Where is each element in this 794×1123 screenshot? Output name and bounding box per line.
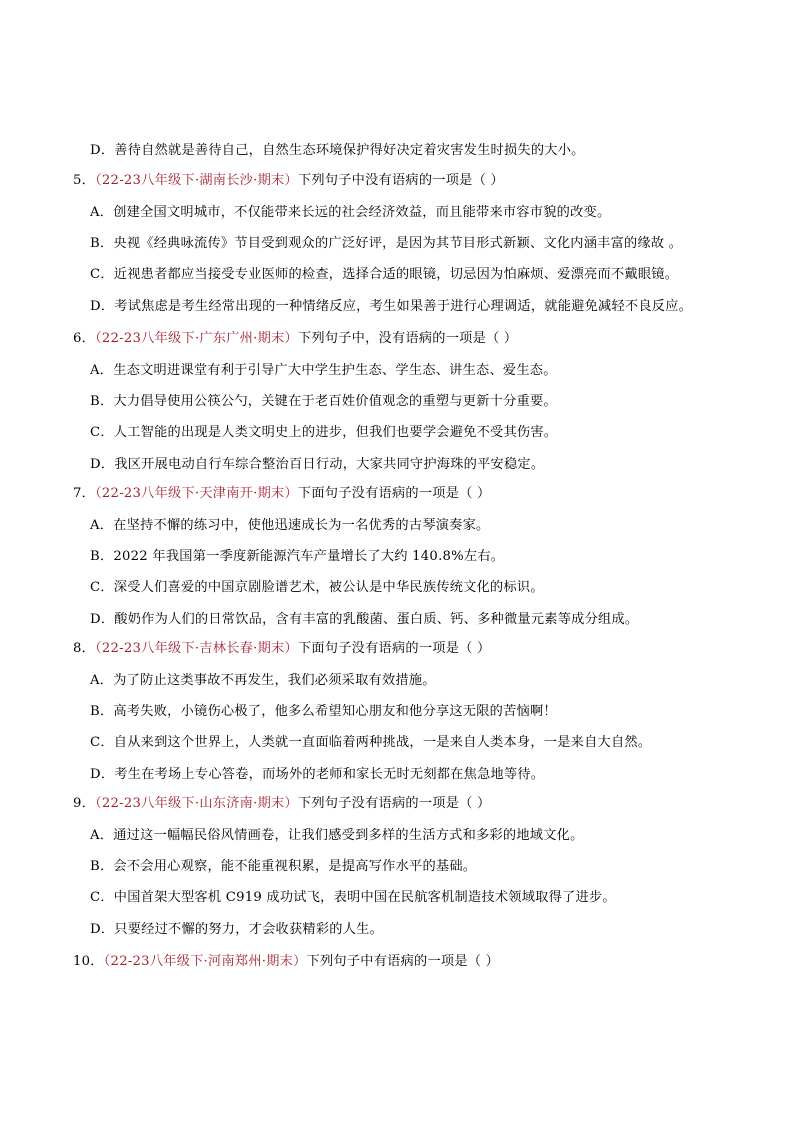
option-letter: B． [90,859,114,874]
question-number: 10． [73,954,104,969]
option-letter: D． [90,299,115,314]
option-text: 考生在考场上专心答卷，而场外的老师和家长无时无刻都在焦急地等待。 [114,767,545,782]
option-text: 深受人们喜爱的中国京剧脸谱艺术，被公认是中华民族传统文化的标识。 [113,580,544,595]
option-letter: B． [90,549,114,564]
question-text: 下列句子中有语病的一项是（ ） [306,954,500,969]
option-line [90,858,476,876]
option-letter: D． [90,457,115,472]
question-stem [73,485,490,503]
question-number: 6． [73,331,96,346]
option-letter: B． [90,236,114,251]
option-line [90,921,383,939]
option-text: 生态文明进课堂有利于引导广大中学生护生态、学生态、讲生态、爱生态。 [113,363,557,378]
question-source: （22-23八年级下·山东济南·期末） [95,796,298,811]
question-stem [73,330,517,348]
option-text: 考试焦虑是考生经常出现的一种情绪反应，考生如果善于进行心理调适，就能避免减轻不良反应。 [114,299,693,314]
option-letter: A． [90,205,114,220]
option-text: 酸奶作为人们的日常饮品，含有丰富的乳酸菌、蛋白质、钙、多种微量元素等成分组成。 [114,612,639,627]
question-text: 下面句子没有语病的一项是（ ） [297,641,491,656]
question-text: 下列句子中没有语病的一项是（ ） [297,173,504,188]
option-letter: A． [90,828,114,843]
option-letter: C． [90,425,114,440]
option-line: D．善待自然就是善待自己，自然生态环境保护得好决定着灾害发生时损失的大小。 [90,143,585,158]
option-line [90,548,504,566]
option-line [90,579,544,597]
option-line [90,235,682,253]
option-text: 高考失败，小镜伤心极了，他多么希望知心朋友和他分享这无限的苦恼啊！ [113,704,557,719]
question-number: 5． [73,173,96,188]
option-line [90,266,678,284]
option-letter: B． [90,394,114,409]
question-source: （22-23八年级下·湖南长沙·期末） [95,173,298,188]
option-text: 人工智能的出现是人类文明史上的进步，但我们也要学会避免不受其伤害。 [113,425,558,440]
question-text: 下列句子中，没有语病的一项是（ ） [297,331,518,346]
question-source: （22-23八年级下·广东广州·期末） [95,331,298,346]
question-source: （22-23八年级下·天津南开·期末） [95,486,298,501]
option-text: 在坚持不懈的练习中，使他迅速成长为一名优秀的古琴演奏家。 [113,518,490,533]
option-line [90,672,436,690]
option-text: 为了防止这类事故不再发生，我们必须采取有效措施。 [113,673,436,688]
question-number: 8． [73,641,96,656]
option-text: 中国首架大型客机 C919 成功试飞，表明中国在民航客机制造技术领域取得了进步。 [113,890,616,905]
option-letter: D． [90,922,115,937]
option-line [90,734,651,752]
option-line [90,298,692,316]
option-line [90,611,638,629]
option-letter: A． [90,673,114,688]
option-text: 创建全国文明城市，不仅能带来长远的社会经济效益，而且能带来市容市貌的改变。 [113,205,611,220]
option-text: 只要经过不懈的努力，才会收获精彩的人生。 [114,922,384,937]
option-letter: C． [90,580,114,595]
option-line [90,456,544,474]
question-stem [73,795,490,813]
option-letter: B． [90,704,114,719]
option-line [90,362,557,380]
option-letter: A． [90,518,114,533]
question-number: 9． [73,796,96,811]
question-stem [73,640,490,658]
option-line [90,424,557,442]
option-letter: D． [90,767,115,782]
option-letter: A． [90,363,114,378]
option-letter: C． [90,267,114,282]
option-text: 通过这一幅幅民俗风情画卷，让我们感受到多样的生活方式和多彩的地域文化。 [113,828,584,843]
option-text: 央视《经典咏流传》节目受到观众的广泛好评，是因为其节目形式新颖、文化内涵丰富的缘故 。 [113,236,683,251]
option-text: 我区开展电动自行车综合整治百日行动，大家共同守护海珠的平安稳定。 [114,457,545,472]
option-line [90,889,616,907]
question-source: （22-23八年级下·河南郑州·期末） [103,954,307,969]
option-line [90,766,544,784]
option-line [90,393,557,411]
question-text: 下面句子没有语病的一项是（ ） [297,486,491,501]
option-line [90,827,584,845]
option-line [90,703,557,721]
question-number: 7． [73,486,96,501]
question-text: 下列句子没有语病的一项是（ ） [297,796,491,811]
option-line [90,204,610,222]
option-letter: C． [90,735,114,750]
option-text: 会不会用心观察，能不能重视积累，是提高写作水平的基础。 [113,859,477,874]
option-letter: C． [90,890,114,905]
option-text: 近视患者都应当接受专业医师的检查，选择合适的眼镜，切忌因为怕麻烦、爱漂亮而不戴眼镜。 [113,267,679,282]
question-stem [73,172,504,190]
option-letter: D． [90,612,115,627]
option-text: 大力倡导使用公筷公勺，关键在于老百姓价值观念的重塑与更新十分重要。 [113,394,557,409]
option-text: 自从来到这个世界上，人类就一直面临着两种挑战，一是来自人类本身，一是来自大自然。 [113,735,652,750]
question-stem [73,953,499,971]
question-source: （22-23八年级下·吉林长春·期末） [95,641,298,656]
option-text: 2022 年我国第一季度新能源汽车产量增长了大约 140.8%左右。 [113,549,505,564]
option-line [90,517,489,535]
